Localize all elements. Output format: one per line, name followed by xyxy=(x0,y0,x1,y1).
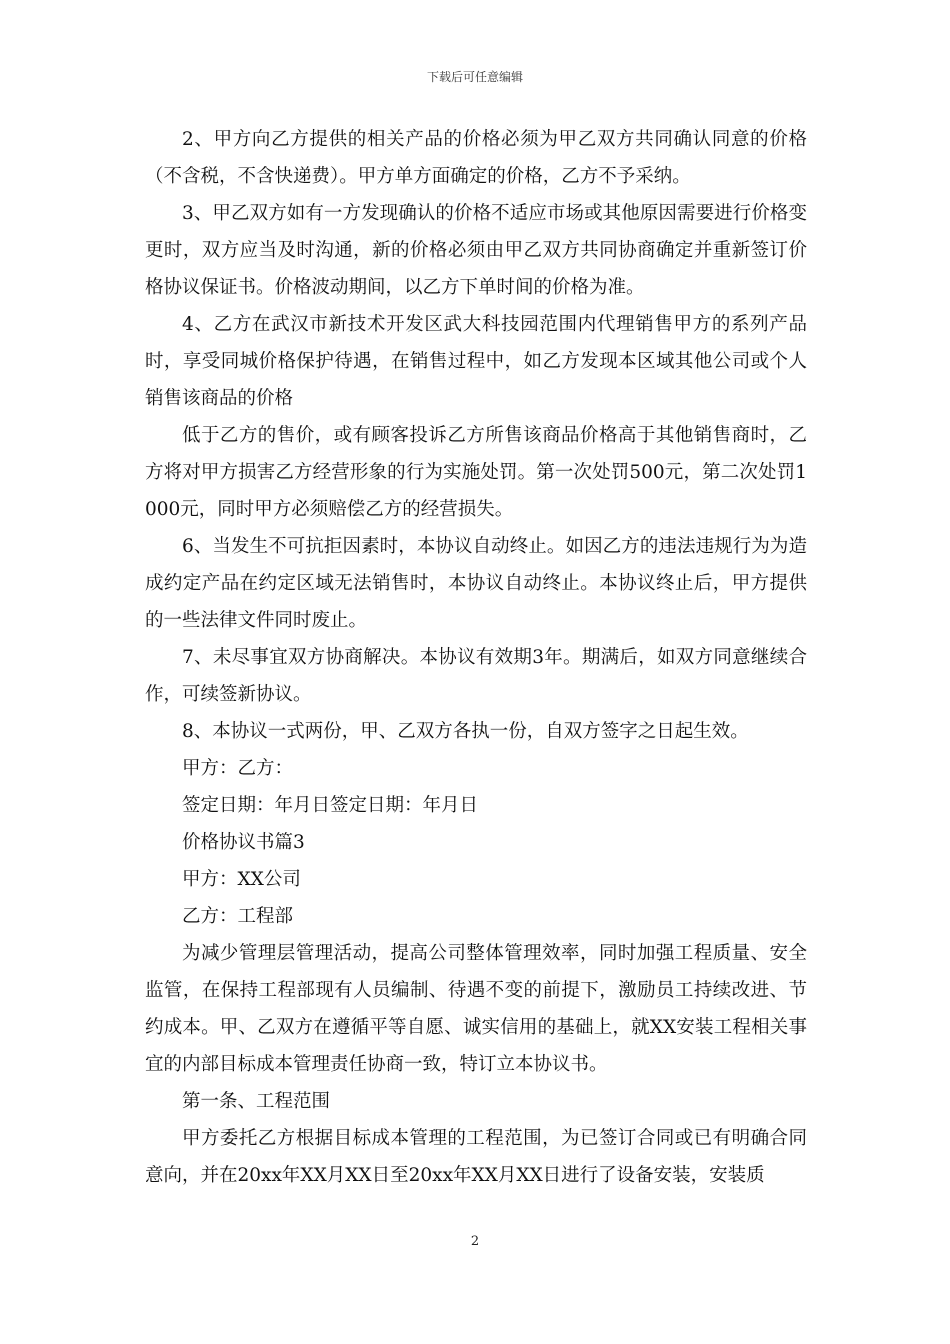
party-b: 乙方：工程部 xyxy=(182,906,294,927)
signature-dates: 签定日期：年月日签定日期：年月日 xyxy=(182,795,479,816)
paragraph-copies: 8、本协议一式两份，甲、乙双方各执一份，自双方签字之日起生效。 xyxy=(182,721,749,742)
section-title: 价格协议书篇3 xyxy=(182,832,305,853)
document-body xyxy=(145,121,807,1194)
paragraph-purpose: 为减少管理层管理活动，提高公司整体管理效率，同时加强工程质量、安全监管，在保持工程部现有人员编制、待遇不变的前提下，激励员工持续改进、节约成本。甲、乙双方在遵循平等自愿、诚实信用的基础上，就XX安装工程相关事宜的内部目标成本管理责任协商一致，特订立本协议书。 xyxy=(145,943,807,1075)
paragraph-penalty: 低于乙方的售价，或有顾客投诉乙方所售该商品价格高于其他销售商时，乙方将对甲方损害乙方经营形象的行为实施处罚。第一次处罚500元，第二次处罚1000元，同时甲方必须赔偿乙方的经营损失。 xyxy=(145,425,807,520)
paragraph-validity: 7、未尽事宜双方协商解决。本协议有效期3年。期满后，如双方同意继续合作，可续签新协议。 xyxy=(145,647,807,705)
paragraph-price-protection: 4、乙方在武汉市新技术开发区武大科技园范围内代理销售甲方的系列产品时，享受同城价格保护待遇，在销售过程中，如乙方发现本区域其他公司或个人销售该商品的价格 xyxy=(145,314,807,409)
paragraph-scope: 甲方委托乙方根据目标成本管理的工程范围，为已签订合同或已有明确合同意向，并在20xx年XX月XX日至20xx年XX月XX日进行了设备安装，安装质 xyxy=(145,1128,807,1186)
header-note: 下载后可任意编辑 xyxy=(426,70,523,84)
paragraph-termination: 6、当发生不可抗拒因素时，本协议自动终止。如因乙方的违法违规行为为造成约定产品在约定区域无法销售时，本协议自动终止。本协议终止后，甲方提供的一些法律文件同时废止。 xyxy=(145,536,807,631)
paragraph-price-change: 3、甲乙双方如有一方发现确认的价格不适应市场或其他原因需要进行价格变更时，双方应当及时沟通，新的价格必须由甲乙双方共同协商确定并重新签订价格协议保证书。价格波动期间，以乙方下单时间的价格为准。 xyxy=(145,203,807,298)
page-number: 2 xyxy=(470,1234,480,1249)
party-a: 甲方：XX公司 xyxy=(182,869,301,890)
paragraph-price-confirmation: 2、甲方向乙方提供的相关产品的价格必须为甲乙双方共同确认同意的价格（不含税，不含快递费）。甲方单方面确定的价格，乙方不予采纳。 xyxy=(145,129,807,187)
signature-parties: 甲方：乙方： xyxy=(182,758,294,779)
article-heading: 第一条、工程范围 xyxy=(182,1091,331,1112)
